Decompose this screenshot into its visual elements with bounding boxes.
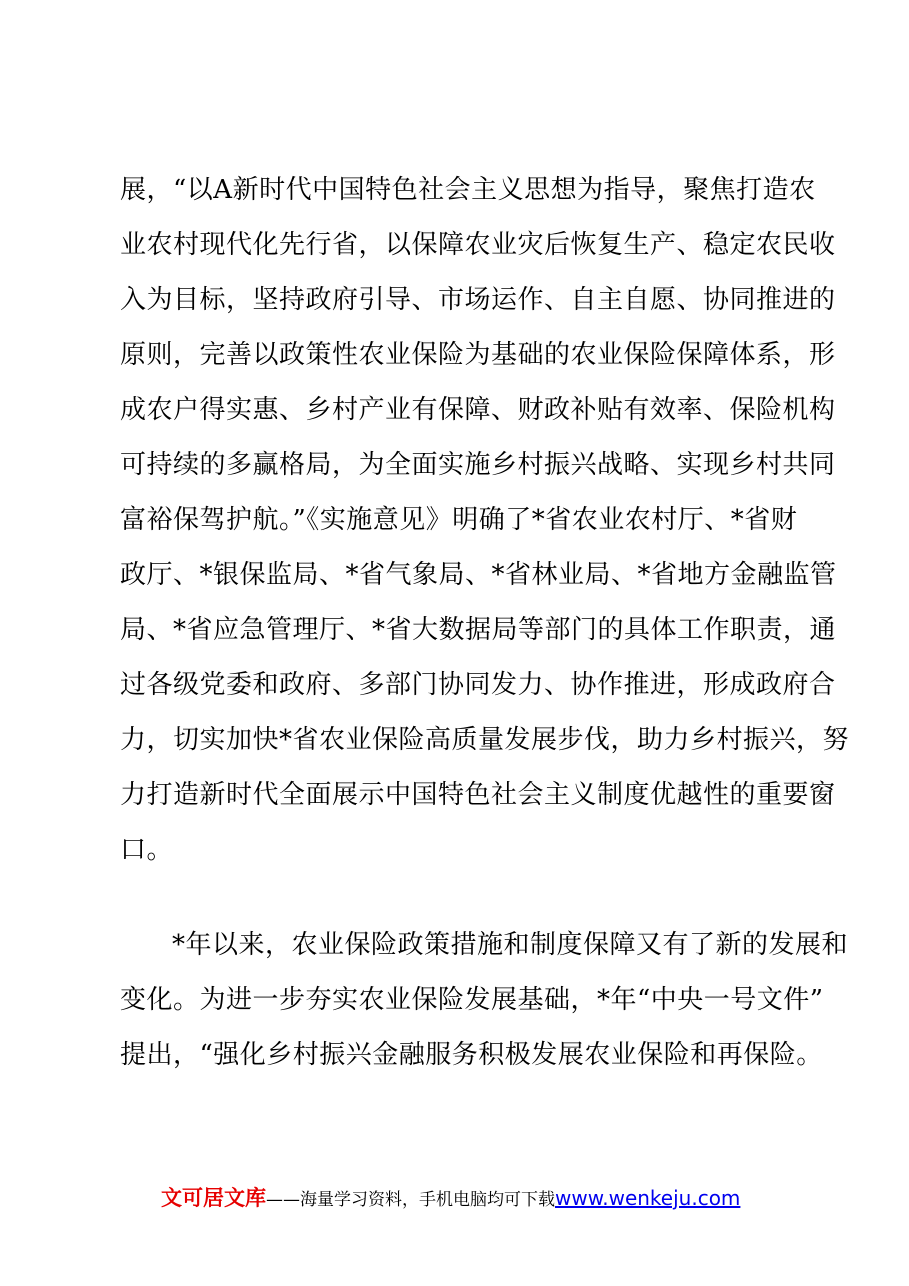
text-line: 入为目标，坚持政府引导、市场运作、自主自愿、协同推进的 — [120, 285, 836, 315]
paragraph-2 — [120, 918, 849, 1083]
text-line: 口。 — [120, 835, 174, 865]
paragraph-gap — [120, 878, 796, 918]
text-line: 政厅、*银保监局、*省气象局、*省林业局、*省地方金融监管 — [120, 560, 837, 590]
footer-link[interactable]: www.wenkeju.com — [555, 1186, 741, 1210]
text-line: 力打造新时代全面展示中国特色社会主义制度优越性的重要窗 — [120, 780, 836, 810]
footer-brand: 文可居文库 — [161, 1186, 266, 1210]
text-line: 可持续的多赢格局，为全面实施乡村振兴战略、实现乡村共同 — [120, 450, 836, 480]
text-line: *年以来，农业保险政策措施和制度保障又有了新的发展和 — [172, 930, 849, 960]
document-body — [120, 163, 850, 1083]
text-line: 业农村现代化先行省，以保障农业灾后恢复生产、稳定农民收 — [120, 230, 836, 260]
text-line: 成农户得实惠、乡村产业有保障、财政补贴有效率、保险机构 — [120, 395, 836, 425]
text-line: 富裕保驾护航。”《实施意见》明确了*省农业农村厅、*省财 — [120, 505, 798, 535]
paragraph-1 — [120, 163, 850, 878]
footer-banner — [161, 1181, 740, 1215]
text-line: 原则，完善以政策性农业保险为基础的农业保险保障体系，形 — [120, 340, 836, 370]
text-line: 力，切实加快*省农业保险高质量发展步伐，助力乡村振兴，努 — [120, 725, 850, 755]
text-line: 变化。为进一步夯实农业保险发展基础，*年“中央一号文件” — [120, 985, 824, 1015]
text-line: 提出，“强化乡村振兴金融服务积极发展农业保险和再保险。 — [120, 1040, 823, 1070]
text-line: 展，“以A新时代中国特色社会主义思想为指导，聚焦打造农 — [120, 175, 816, 205]
footer-slogan: ——海量学习资料，手机电脑均可下载 — [266, 1190, 555, 1210]
text-line: 局、*省应急管理厅、*省大数据局等部门的具体工作职责，通 — [120, 615, 837, 645]
text-line: 过各级党委和政府、多部门协同发力、协作推进，形成政府合 — [120, 670, 836, 700]
